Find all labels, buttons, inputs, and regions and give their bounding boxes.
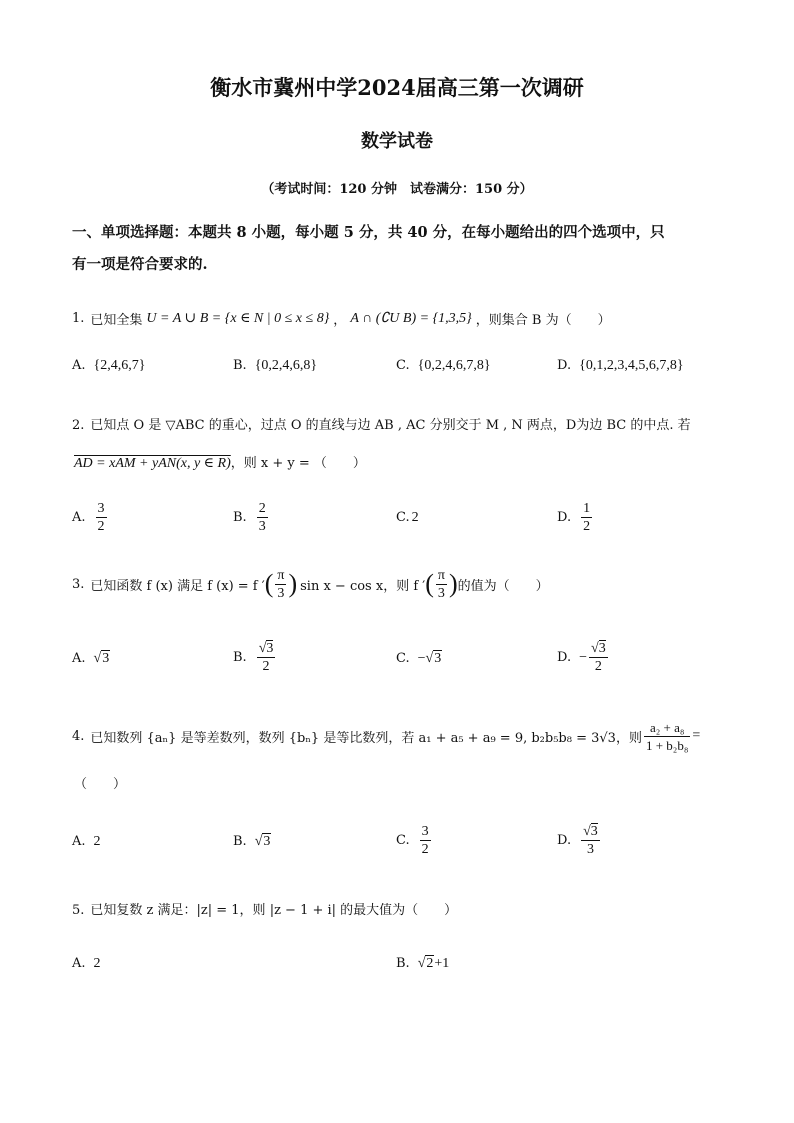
option-label: C.	[396, 510, 410, 525]
fraction: $\frac{√3}{3}$	[583, 824, 598, 857]
left-paren: (	[264, 569, 274, 598]
option-d	[557, 500, 594, 535]
question-text: 已知点 O 是 ▽ABC 的重心，过点 O 的直线与边 AB , AC 分别交于 M , N 两点，D为边 BC 的中点. 若	[90, 418, 691, 433]
fraction: $\frac{\pi}{3}$	[437, 567, 445, 601]
fraction: $\frac{1}{2}$	[583, 501, 591, 534]
option-b: B. √2+1	[396, 956, 450, 971]
option-label: A.	[72, 956, 86, 971]
option-value: {2,4,6,7}	[93, 358, 146, 373]
fraction: $\frac{\pi}{3}$	[277, 567, 285, 601]
question-number: 3.	[72, 576, 85, 592]
question-number: 1.	[72, 310, 85, 326]
fraction: $\frac{3}{2}$	[421, 824, 429, 857]
option-label: C.	[396, 651, 410, 666]
math-expression: U = A ∪ B = {x ∈ N | 0 ≤ x ≤ 8}	[146, 310, 330, 326]
option-b	[233, 358, 317, 374]
sqrt: √3	[254, 834, 271, 849]
option-d	[557, 823, 602, 858]
fraction: $\frac{\text{a₂ + a₈}}{\text{1 + b₂b₈}}$	[645, 719, 689, 753]
option-c	[396, 510, 419, 526]
option-a	[72, 834, 101, 850]
fraction: $\frac{√3}{2}$	[258, 641, 274, 674]
question-text: ，则集合 B 为（ ）	[475, 312, 611, 328]
option-d	[557, 358, 684, 374]
option-label: C.	[396, 833, 410, 848]
option-value: 2	[93, 956, 101, 971]
exam-title: 衡水市冀州中学2024届高三第一次调研	[210, 75, 584, 100]
option-label: B.	[233, 358, 247, 373]
section-heading-line1: 一、单项选择题：本题共 8 小题，每小题 5 分，共 40 分，在每小题给出的四个选项中，只	[72, 224, 665, 241]
option-label: D.	[557, 650, 572, 665]
option-b	[233, 640, 277, 675]
option-label: A.	[72, 510, 86, 525]
question-number: 2.	[72, 418, 85, 433]
question-number: 5.	[72, 903, 85, 918]
sqrt: √3	[93, 651, 110, 666]
question-2-line2	[74, 452, 366, 472]
option-c	[396, 358, 491, 374]
fraction: $\frac{2}{3}$	[258, 501, 266, 534]
question-1	[72, 300, 611, 336]
exam-subtitle: 数学试卷	[361, 131, 433, 152]
option-value: {0,2,4,6,7,8}	[417, 358, 491, 373]
question-number: 4.	[72, 728, 85, 744]
option-label: B.	[233, 650, 247, 665]
option-b	[233, 500, 270, 535]
option-c: C. −√3	[396, 651, 442, 666]
option-label: D.	[557, 358, 572, 373]
sqrt: √2	[417, 956, 434, 971]
option-a	[72, 651, 110, 667]
option-a	[72, 500, 109, 535]
vector-equation: AD = xAM + yAN(x, y ∈ R)	[74, 456, 231, 471]
option-a	[72, 956, 101, 972]
option-a	[72, 358, 145, 374]
question-text: ，则 x + y = （ ）	[230, 456, 366, 471]
question-3	[72, 562, 549, 606]
question-4-line2: （ ）	[74, 777, 127, 792]
question-5	[72, 899, 457, 918]
fraction: $\frac{√3}{2}$	[591, 641, 606, 674]
question-4: 4. 已知数列 {aₙ} 是等差数列，数列 {bₙ} 是等比数列，若 a₁ + a₅ + a₉ = 9, b₂b₅b₈ = 3√3，则 $\frac{\text{a₂ + a₈}}{\text{1 + b₂b₈}}$ =	[72, 719, 701, 753]
option-c	[396, 823, 433, 858]
fraction: $\frac{3}{2}$	[97, 501, 105, 534]
option-label: D.	[557, 833, 572, 848]
question-text: ，	[333, 312, 347, 328]
option-label: B.	[233, 834, 247, 849]
right-paren: )	[448, 569, 458, 598]
option-label: A.	[72, 834, 86, 849]
option-d: D. − $\frac{√3}{2}$	[557, 641, 606, 674]
question-text: 已知全集	[90, 312, 143, 328]
left-paren: (	[425, 569, 434, 598]
question-text: 的值为（ ）	[457, 578, 549, 594]
right-paren: )	[288, 569, 298, 598]
option-b	[233, 834, 271, 850]
option-value: {0,2,4,6,8}	[254, 358, 318, 373]
question-text: sin x − cos x，则 f ′	[300, 578, 426, 594]
option-value: {0,1,2,3,4,5,6,7,8}	[579, 358, 684, 373]
question-2	[72, 414, 691, 433]
option-label: B.	[233, 510, 247, 525]
section-heading-line2: 有一项是符合要求的.	[72, 256, 208, 273]
option-label: B.	[396, 956, 410, 971]
option-value: 2	[411, 510, 419, 525]
option-label: A.	[72, 358, 86, 373]
exam-note: （考试时间：120 分钟 试卷满分：150 分）	[261, 182, 533, 197]
question-text: 已知复数 z 满足：|z| = 1，则 |z − 1 + i| 的最大值为（ ）	[90, 903, 458, 918]
question-text: 已知函数 f (x) 满足 f (x) = f ′	[90, 578, 265, 594]
option-label: A.	[72, 651, 86, 666]
sqrt: √3	[425, 651, 442, 666]
option-label: D.	[557, 510, 572, 525]
option-value: 2	[93, 834, 101, 849]
math-expression: A ∩ (∁U B) = {1,3,5}	[350, 310, 472, 326]
question-text: 已知数列 {aₙ} 是等差数列，数列 {bₙ} 是等比数列，若 a₁ + a₅ + a₉ = 9, b₂b₅b₈ = 3√3，则	[90, 730, 642, 746]
option-label: C.	[396, 358, 410, 373]
